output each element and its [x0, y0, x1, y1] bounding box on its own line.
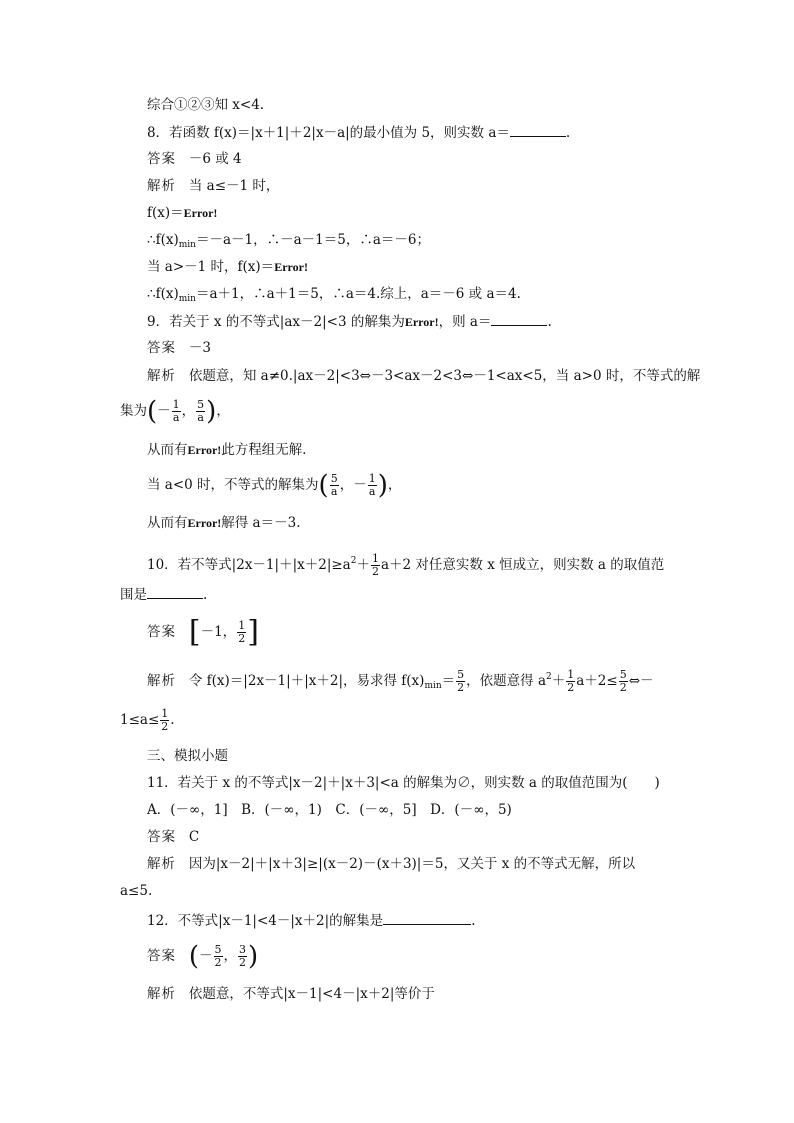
- analysis-9-line-4: 当 a<0 时，不等式的解集为( $\frac{5}{a}$ ，－ $\frac{1}{a}$ )，: [147, 470, 402, 501]
- analysis-11-line-2: a≤5.: [120, 883, 153, 899]
- answer-blank: [147, 585, 203, 599]
- fraction: $\frac{5}{a}$: [197, 398, 205, 424]
- analysis-12-line-1: 解析 依题意，不等式|x－1|<4－|x＋2|等价于: [147, 986, 435, 1002]
- question-10-line-2: 围是 .: [120, 587, 208, 603]
- answer-8: 答案 －6 或 4: [147, 151, 242, 167]
- section-heading: 三、模拟小题: [147, 748, 228, 764]
- answer-blank: [383, 911, 471, 925]
- question-12: 12．不等式|x－1|<4－|x＋2|的解集是 .: [147, 913, 476, 929]
- analysis-8-line-3: $\therefore f(x)_{min}=-a-1$，∴－a－1＝5，∴a＝－6；: [147, 232, 430, 250]
- analysis-9-line-2: 集为(－ $\frac{1}{a}$ ， $\frac{5}{a}$ )，: [120, 396, 230, 427]
- question-11-options: A．(－∞，1] B．(－∞，1) C．(－∞，5] D．(－∞，5): [147, 802, 512, 818]
- fraction: $\frac{5}{a}$: [330, 472, 338, 498]
- conclusion-line: 综合①②③知 x<4.: [147, 97, 265, 113]
- answer-blank: [510, 123, 566, 137]
- fraction: $\frac{3}{2}$: [239, 943, 247, 969]
- analysis-10-line-1: 解析 令 f(x)＝|2x－1|＋|x＋2|，易求得 $f(x)_{min}=$ $\frac{5}{2}$ ，依题意得 $a^2+$ $\frac{1}{2}$ a＋2≤ $\frac{5}{2}$ ⇔－: [147, 668, 654, 694]
- analysis-8-line-4: 当 a>－1 时，f(x)＝Error!: [147, 259, 308, 275]
- question-10: 10．若不等式$|2x-1|+|x+2|\ge a^2+$ $\frac{1}{2}$ a＋2 对任意实数 x 恒成立，则实数 a 的取值范: [147, 552, 665, 578]
- answer-blank: [491, 312, 547, 326]
- analysis-8-line-1: 解析 当 a≤－1 时，: [147, 178, 280, 194]
- analysis-11-line-1: 解析 因为|x－2|＋|x＋3|≥|(x－2)－(x＋3)|＝5，又关于 x 的不等式无解，所以: [147, 856, 636, 872]
- question-8: 8．若函数 f(x)＝|x＋1|＋2|x－a|的最小值为 5，则实数 a＝ .: [147, 125, 571, 141]
- analysis-10-line-2: 1≤a≤ $\frac{1}{2}$ .: [120, 707, 175, 733]
- question-11: 11．若关于 x 的不等式|x－2|＋|x＋3|<a 的解集为∅，则实数 a 的取值范围为( ): [147, 775, 660, 791]
- analysis-9-line-1: 解析 依题意，知 a≠0.|ax－2|<3⇔－3<ax－2<3⇔－1<ax<5，当 a>0 时，不等式的解: [147, 368, 701, 384]
- fraction: $\frac{1}{2}$: [371, 552, 379, 578]
- fraction: $\frac{1}{2}$: [161, 707, 169, 733]
- fraction: $\frac{5}{2}$: [457, 668, 465, 694]
- fraction: $\frac{1}{2}$: [567, 668, 575, 694]
- analysis-8-line-5: $\therefore f(x)_{min}=a+1$，∴a＋1＝5，∴a＝4.综上，a＝－6 或 a＝4.: [147, 286, 521, 304]
- answer-12: 答案 (－ $\frac{5}{2}$ ， $\frac{3}{2}$ ): [147, 941, 259, 972]
- question-9: 9．若关于 x 的不等式|ax－2|<3 的解集为Error!，则 a＝ .: [147, 314, 552, 330]
- fraction: $\frac{1}{2}$: [238, 619, 246, 645]
- analysis-9-line-3: 从而有Error!此方程组无解．: [147, 442, 316, 458]
- analysis-9-line-5: 从而有Error!解得 a＝－3.: [147, 515, 301, 531]
- answer-11: 答案 C: [147, 829, 200, 845]
- fraction: $\frac{1}{a}$: [368, 472, 376, 498]
- answer-9: 答案 －3: [147, 340, 211, 356]
- analysis-8-line-2: f(x)＝Error!: [147, 205, 218, 221]
- fraction: $\frac{1}{a}$: [172, 398, 180, 424]
- answer-10: 答案 [－1， $\frac{1}{2}$ ]: [147, 614, 259, 650]
- fraction: $\frac{5}{2}$: [619, 668, 627, 694]
- fraction: $\frac{5}{2}$: [214, 943, 222, 969]
